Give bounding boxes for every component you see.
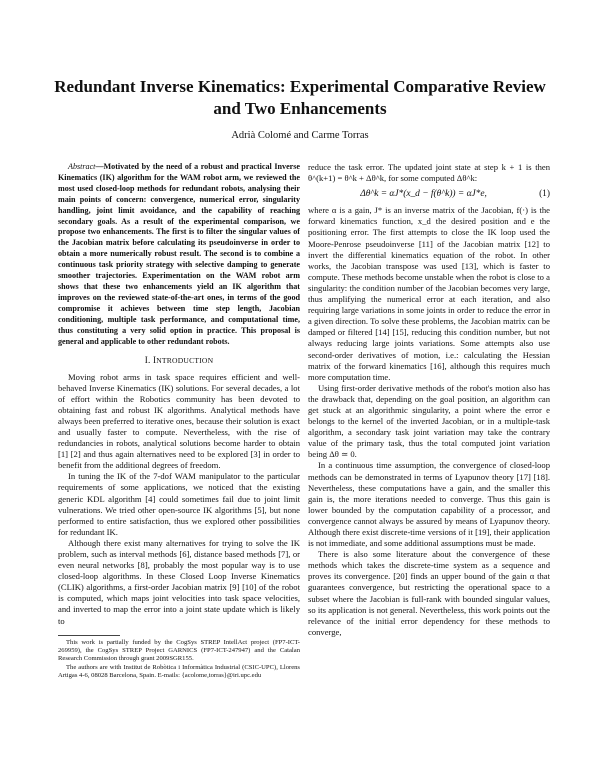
abstract	[58, 162, 300, 347]
left-column	[58, 162, 300, 681]
intro-paragraph: In tuning the IK of the 7-dof WAM manipulator to the particular requirements of some applications, we noticed that the existing generic KDL algorithm [4] could sometimes fail due to joint limit vulnerations. We tried other open-source IK algorithms [5], but none performed to entire satisfaction, thus we explored other possibilities for redundant IK.	[58, 471, 300, 537]
authors: Adrià Colomé and Carme Torras	[231, 130, 369, 141]
footnote-funding: This work is partially funded by the CogSys STREP IntellAct project (FP7-ICT-269959), the CogSys STREP Project GARNICS (FP7-ICT-247947) and the Catalan Research Commission through grant 2009SGR155.	[58, 638, 300, 663]
footnote-affiliation: The authors are with Institut de Robòtica i Informàtica Industrial (CSIC-UPC), Llorens Artigas 4-6, 08028 Barcelona, Spain. E-mails: {acolome,torras}@iri.upc.edu	[58, 663, 300, 680]
section-numeral: I. I	[144, 355, 157, 366]
body-paragraph: Using first-order derivative methods of the robot's motion also has the drawback that, depending on the goal position, an algorithm can get stuck at an algorithmic singularity, a point where the error e belongs to the kernel of the inverted Jacobian, or in a multiple-task algorithm, a secondary task joint variation may take the contrary value of the primary task, thus the total computed joint variation being Δθ ≃ 0.	[308, 382, 550, 460]
body-paragraph: where α is a gain, J* is an inverse matrix of the Jacobian, f(·) is the forward kinematics function, x_d the desired position and e the positioning error. The first attempts to close the IK loop used the Moore-Penrose pseudoinverse [11] of the Jacobian matrix [12] to invert the differential kinematics equation of the robot. In other works, the Jacobian transpose was used [13], which is faster to compute. These methods become unstable when the robot is close to a singularity: the condition number of the Jacobian becomes very large, thus amplifying the numerical error at each iteration, and also requiring large variations in some joints in order to reduce the error in a given direction. To solve these problems, the Jacobian matrix can be damped or filtered [14] [15], reducing this condition number, but not always reducing large joints variations. Some attempts also use second-order derivatives of motion, i.e.: calculating the Hessian matrix of the forward kinematics [16], although this requires much more computation time.	[308, 205, 550, 382]
equation-body: Δθ^k = αJ*(x_d − f(θ^k)) = αJ*e,	[360, 189, 487, 200]
section-title-rest: NTRODUCTION	[156, 356, 214, 366]
intro-paragraph: Moving robot arms in task space requires efficient and well-behaved Inverse Kinematics (IK) solutions. For several decades, a lot of effort within the Robotics community has been devoted to obtaining fast and robust IK algorithms. Analytical methods have always been preferred to iterative ones, because their solution is exact and usually faster to compute. Nevertheless, with the rise of redundancies in robots, analytical solutions become harder to obtain [1] [2] and thus again alternatives need to be explored [3] in order to benefit from the additional degrees of freedom.	[58, 371, 300, 471]
title-line-2: and Two Enhancements	[213, 99, 387, 118]
section-heading-introduction	[58, 355, 300, 366]
equation-1	[308, 189, 550, 200]
abstract-lead: Abstract	[68, 162, 96, 171]
body-paragraph: reduce the task error. The updated joint state at step k + 1 is then θ^(k+1) = θ^k + Δθ^k, for some computed Δθ^k:	[308, 162, 550, 184]
body-paragraph: In a continuous time assumption, the convergence of closed-loop methods can be demonstrated in terms of Lyapunov theory [17] [18]. Nevertheless, these computations have a gain, and the smaller this gain is, the more iterations needed to converge. Thus this gain is lower bounded by the computation capability of a processor, and convergence cannot always be assured by means of Lyapunov theory. Although there exist discrete-time versions of it [19], their application is not immediate, and some additional assumptions must be made.	[308, 460, 550, 549]
body-paragraph: There is also some literature about the convergence of these methods which takes the discrete-time system as a sequence and proves its convergence. [20] finds an upper bound of the gain α that guarantees convergence, but restricting the operational space to a subset where the Jacobian is full-rank with bounded singular values, so its application is not general. Nevertheless, this work points out the relevance of the initial error dependency for these methods to converge,	[308, 549, 550, 637]
equation-number: (1)	[539, 189, 550, 200]
abstract-text: —Motivated by the need of a robust and practical Inverse Kinematics (IK) algorithm for the WAM robot arm, we reviewed the most used closed-loop methods for redundant robots, analysing their main points of concern: convergence, numerical error, singularity handling, joint limit avoidance, and the capability of reaching secondary goals. As a result of the experimental comparison, we propose two enhancements. The first is to filter the singular values of the Jacobian matrix before calculating its pseudoinverse in order to obtain a more numerically robust result. The second is to combine a continuous task priority strategy with selective damping to generate smoother trajectories. Experimentation on the WAM robot arm shows that these two enhancements yield an IK algorithm that improves on the reviewed state-of-the-art ones, in terms of the good compromise it achieves between time step length, Jacobian conditioning, multiple task performance, and computational time, thus constituting a very solid option in practice. This proposal is general and applicable to other redundant robots.	[58, 162, 300, 346]
footnote-divider	[58, 635, 120, 636]
paper-title	[40, 76, 560, 120]
intro-paragraph: Although there exist many alternatives for trying to solve the IK problem, such as interval methods [6], distance based methods [7], or even neural networks [8], probably the most popular way is to use closed-loop algorithms. In these Closed Loop Inverse Kinematics (CLIK) algorithms, a first-order Jacobian matrix [9] [10] of the robot is computed, which maps joint velocities into task space velocities, and inverted to map the error into a joint state update which is likely to	[58, 537, 300, 626]
title-line-1: Redundant Inverse Kinematics: Experimental Comparative Review	[54, 77, 546, 96]
right-column	[308, 162, 550, 638]
